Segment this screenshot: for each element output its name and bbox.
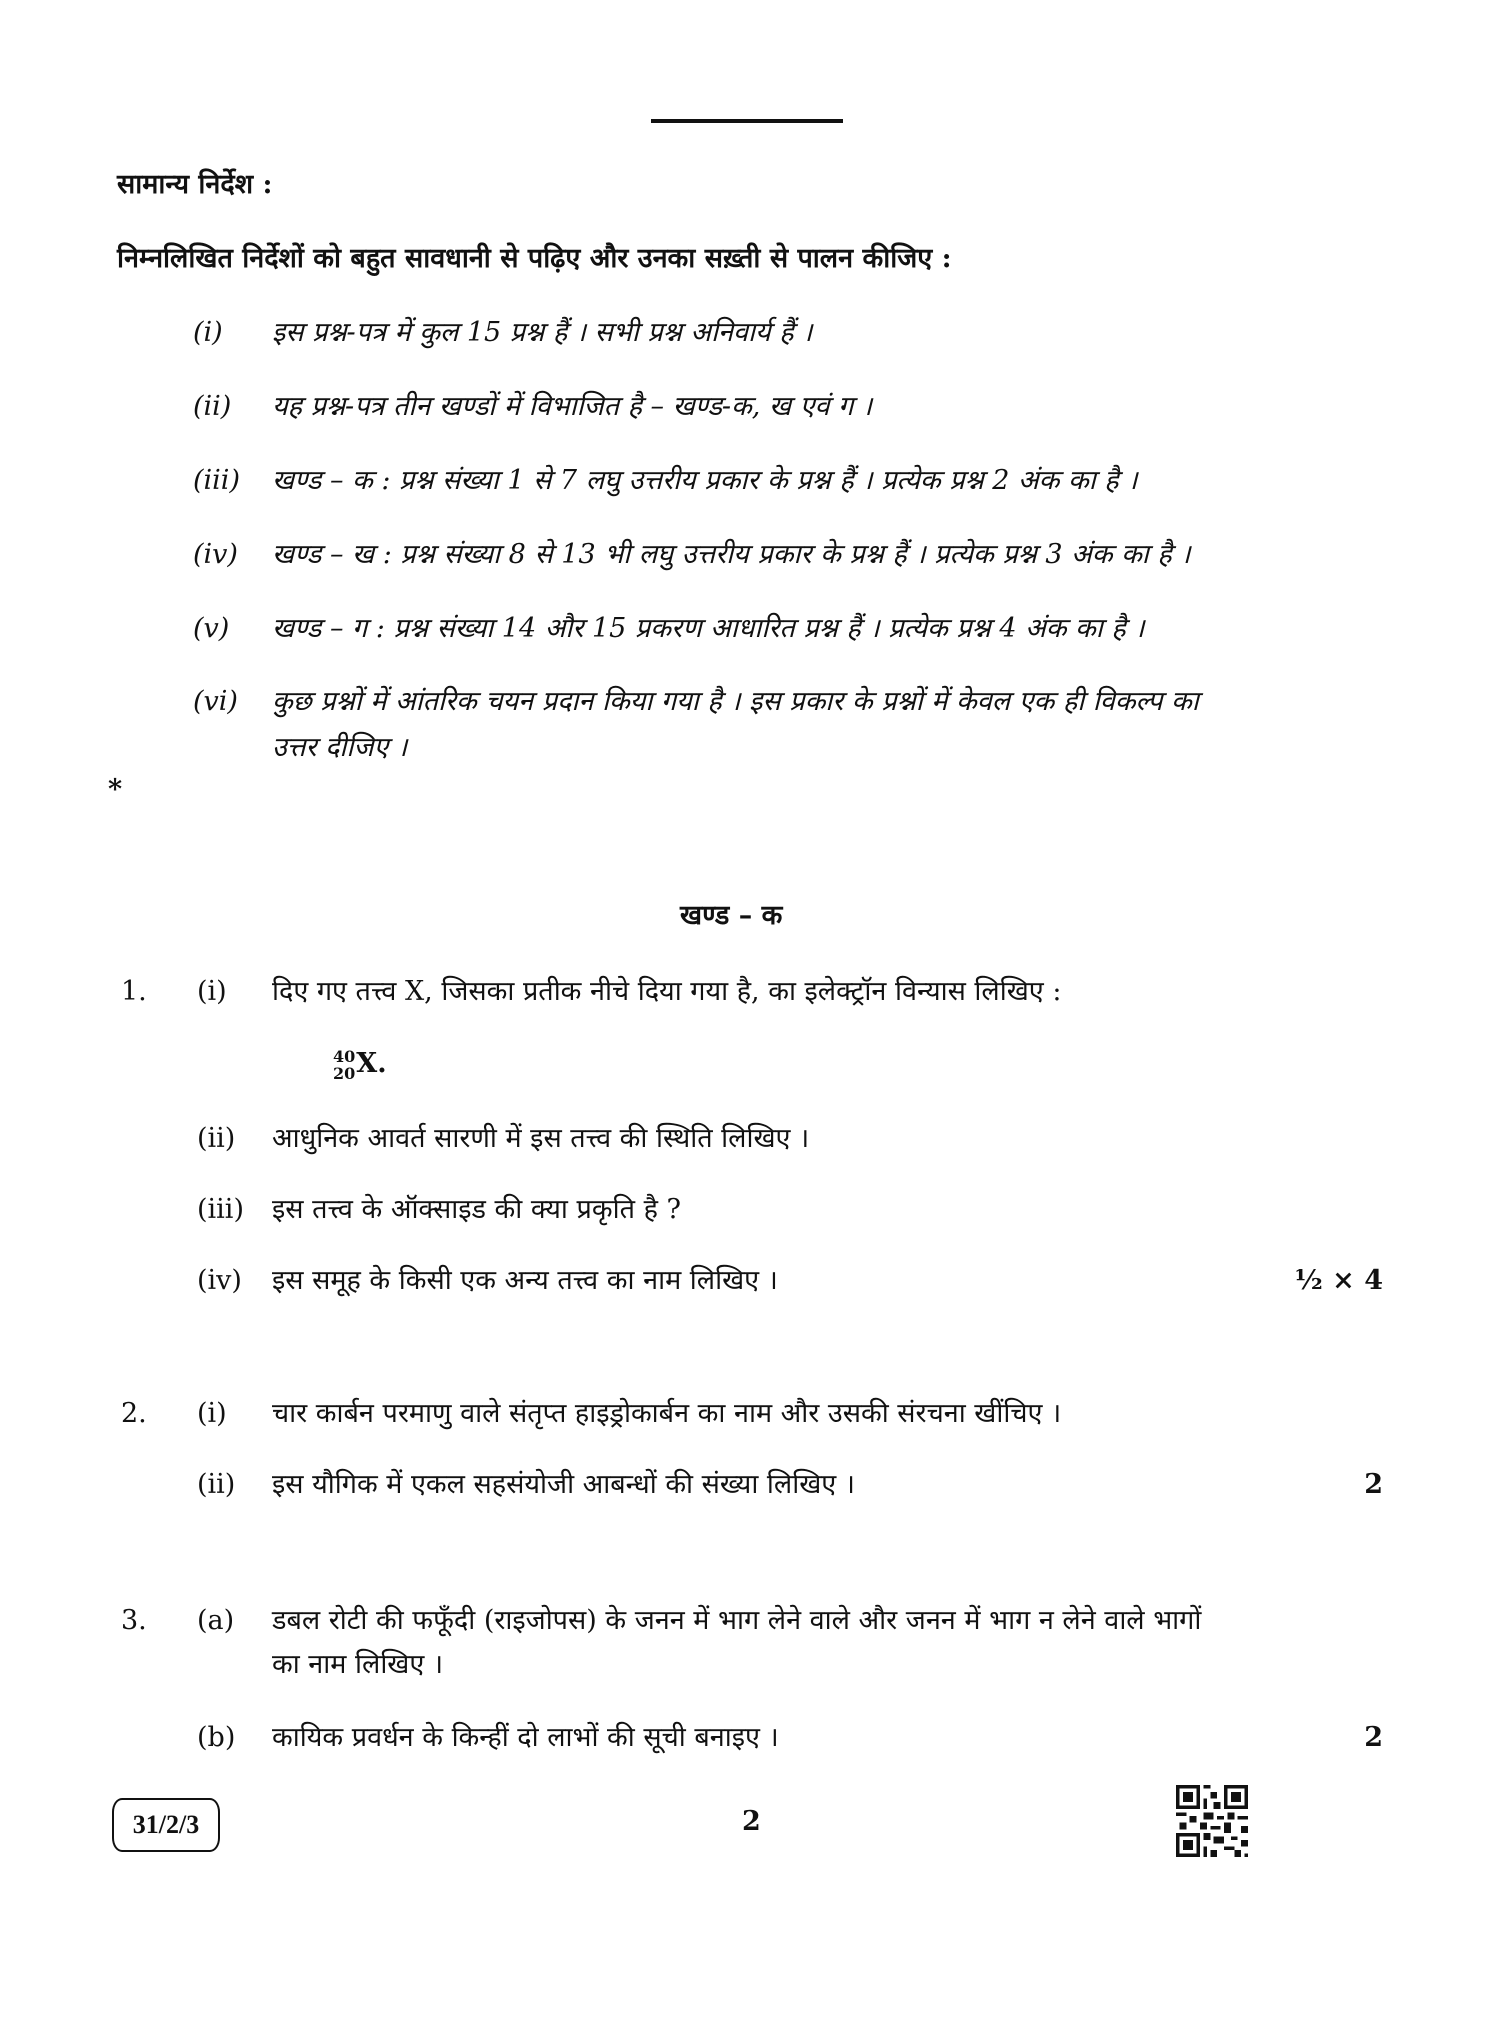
mass-number: 40 <box>333 1046 356 1066</box>
page-number: 2 <box>742 1806 761 1837</box>
instruction-text-cont: उत्तर दीजिए । <box>272 732 408 763</box>
question-number: 3. <box>121 1605 147 1636</box>
part-label: (i) <box>197 1398 227 1429</box>
question-number: 2. <box>121 1398 147 1429</box>
section-heading: खण्ड – क <box>680 900 783 931</box>
instructions-title: सामान्य निर्देश : <box>117 169 273 200</box>
instruction-num: (v) <box>193 613 230 644</box>
paper-code: 31/2/3 <box>112 1798 220 1852</box>
atomic-number: 20 <box>333 1063 356 1083</box>
part-text: कायिक प्रवर्धन के किन्हीं दो लाभों की सूची बनाइए । <box>272 1722 779 1753</box>
element-letter: X. <box>356 1048 387 1079</box>
marks: 2 <box>1364 1469 1383 1500</box>
instruction-text: खण्ड – ख : प्रश्न संख्या 8 से 13 भी लघु उत्तरीय प्रकार के प्रश्न हैं । प्रत्येक प्रश्न 3 अंक का है । <box>272 539 1191 570</box>
instruction-text: खण्ड – ग : प्रश्न संख्या 14 और 15 प्रकरण आधारित प्रश्न हैं । प्रत्येक प्रश्न 4 अंक का है । <box>272 613 1145 644</box>
instruction-text: यह प्रश्न-पत्र तीन खण्डों में विभाजित है – खण्ड-क, ख एवं ग । <box>272 391 873 422</box>
qr-code-icon <box>1176 1785 1248 1857</box>
part-label: (ii) <box>197 1469 236 1500</box>
instruction-num: (iv) <box>193 539 238 570</box>
top-rule <box>651 119 843 123</box>
part-label: (i) <box>197 976 227 1007</box>
part-label: (ii) <box>197 1123 236 1154</box>
instruction-num: (vi) <box>193 686 238 717</box>
instruction-text: इस प्रश्न-पत्र में कुल 15 प्रश्न हैं । सभी प्रश्न अनिवार्य हैं । <box>272 317 813 348</box>
part-label: (iii) <box>197 1194 244 1225</box>
instruction-num: (ii) <box>193 391 232 422</box>
part-text: इस तत्त्व के ऑक्साइड की क्या प्रकृति है ? <box>272 1194 681 1225</box>
element-symbol <box>333 1046 387 1082</box>
part-label: (a) <box>197 1605 235 1636</box>
question-number: 1. <box>121 976 147 1007</box>
instructions-intro: निम्नलिखित निर्देशों को बहुत सावधानी से पढ़िए और उनका सख़्ती से पालन कीजिए : <box>117 243 952 274</box>
part-text: इस यौगिक में एकल सहसंयोजी आबन्धों की संख्या लिखिए । <box>272 1469 856 1500</box>
part-text: डबल रोटी की फफूँदी (राइजोपस) के जनन में भाग लेने वाले और जनन में भाग न लेने वाले भागों <box>272 1605 1202 1636</box>
part-text: दिए गए तत्त्व X, जिसका प्रतीक नीचे दिया गया है, का इलेक्ट्रॉन विन्यास लिखिए : <box>272 976 1062 1007</box>
instruction-num: (i) <box>193 317 223 348</box>
part-text: चार कार्बन परमाणु वाले संतृप्त हाइड्रोकार्बन का नाम और उसकी संरचना खींचिए । <box>272 1398 1062 1429</box>
part-text-cont: का नाम लिखिए । <box>272 1649 444 1680</box>
part-text: इस समूह के किसी एक अन्य तत्त्व का नाम लिखिए । <box>272 1265 778 1296</box>
part-label: (b) <box>197 1722 236 1753</box>
instruction-text: कुछ प्रश्नों में आंतरिक चयन प्रदान किया गया है । इस प्रकार के प्रश्नों में केवल एक ही विकल्प का <box>272 686 1199 717</box>
marks: 2 <box>1364 1722 1383 1753</box>
marks: ½ × 4 <box>1294 1265 1383 1296</box>
part-label: (iv) <box>197 1265 242 1296</box>
instruction-text: खण्ड – क : प्रश्न संख्या 1 से 7 लघु उत्तरीय प्रकार के प्रश्न हैं । प्रत्येक प्रश्न 2 अंक का है । <box>272 465 1138 496</box>
instruction-num: (iii) <box>193 465 240 496</box>
part-text: आधुनिक आवर्त सारणी में इस तत्त्व की स्थिति लिखिए । <box>272 1123 810 1154</box>
asterisk: * <box>108 774 123 805</box>
